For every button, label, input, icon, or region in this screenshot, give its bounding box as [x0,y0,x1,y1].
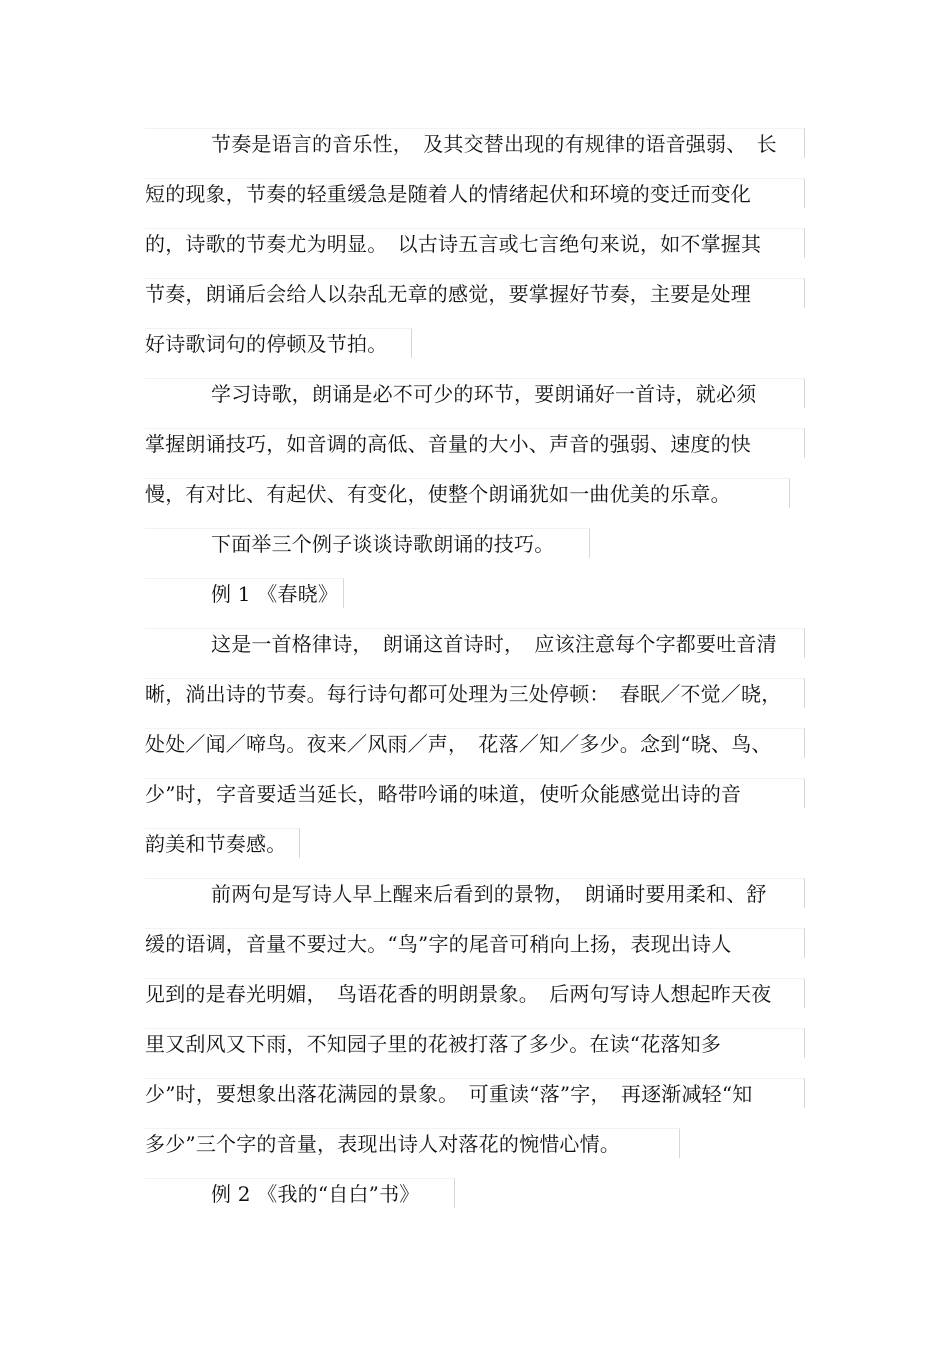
paragraph-line: 晰，淌出诗的节奏。每行诗句都可处理为三处停顿： 春眠／不觉／晓， [145,678,805,708]
paragraph-line: 里又刮风又下雨，不知园子里的花被打落了多少。在读“花落知多 [145,1028,805,1058]
paragraph-line: 这是一首格律诗， 朗诵这首诗时， 应该注意每个字都要吐音清 [145,628,805,658]
paragraph-line: 节奏，朗诵后会给人以杂乱无章的感觉，要掌握好节奏，主要是处理 [145,278,805,308]
paragraph-line: 的，诗歌的节奏尤为明显。 以古诗五言或七言绝句来说，如不掌握其 [145,228,805,258]
paragraph-line: 缓的语调，音量不要过大。“鸟”字的尾音可稍向上扬，表现出诗人 [145,928,805,958]
paragraph-line: 见到的是春光明媚， 鸟语花香的明朗景象。 后两句写诗人想起昨天夜 [145,978,805,1008]
paragraph-line: 短的现象，节奏的轻重缓急是随着人的情绪起伏和环境的变迁而变化 [145,178,805,208]
paragraph-line: 多少”三个字的音量，表现出诗人对落花的惋惜心情。 [145,1128,680,1158]
paragraph-line: 处处／闻／啼鸟。夜来／风雨／声， 花落／知／多少。念到“晓、鸟、 [145,728,805,758]
paragraph-line: 好诗歌词句的停顿及节拍。 [145,328,412,358]
paragraph-line: 掌握朗诵技巧，如音调的高低、音量的大小、声音的强弱、速度的快 [145,428,805,458]
paragraph-line: 韵美和节奏感。 [145,828,300,858]
example-heading: 例 2 《我的“自白”书》 [145,1178,455,1208]
paragraph-line: 少”时，要想象出落花满园的景象。 可重读“落”字， 再逐渐减轻“知 [145,1078,805,1108]
paragraph-line: 下面举三个例子谈谈诗歌朗诵的技巧。 [145,528,590,558]
paragraph-line: 节奏是语言的音乐性， 及其交替出现的有规律的语音强弱、 长 [145,128,805,158]
example-heading: 例 1 《春晓》 [145,578,344,608]
paragraph-line: 慢，有对比、有起伏、有变化，使整个朗诵犹如一曲优美的乐章。 [145,478,790,508]
paragraph-line: 学习诗歌，朗诵是必不可少的环节，要朗诵好一首诗，就必须 [145,378,805,408]
paragraph-line: 前两句是写诗人早上醒来后看到的景物， 朗诵时要用柔和、舒 [145,878,805,908]
paragraph-line: 少”时，字音要适当延长，略带吟诵的味道，使听众能感觉出诗的音 [145,778,805,808]
